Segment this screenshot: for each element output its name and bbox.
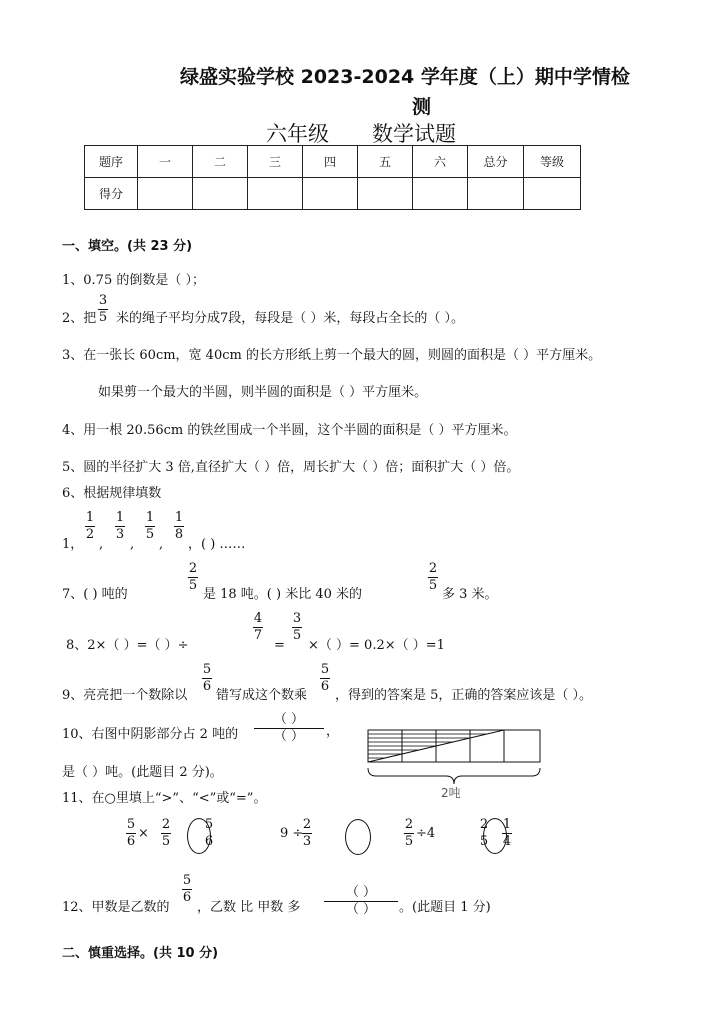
q6-fraction-3 <box>145 511 155 542</box>
score-input-cell[interactable] <box>413 178 468 210</box>
question-2-prefix: 2、把 <box>62 311 97 326</box>
q6-fraction-1 <box>85 511 95 542</box>
q11-item2-left: 9 ÷ <box>280 826 304 841</box>
question-12-answer-fraction <box>324 886 398 917</box>
q6-fraction-2 <box>115 511 125 542</box>
question-6-suffix: ，( ) …… <box>188 537 246 552</box>
fraction-denominator: 5 <box>145 527 155 542</box>
score-input-cell[interactable] <box>303 178 358 210</box>
score-cell: 四 <box>303 146 358 178</box>
q11-item3-frac <box>404 818 414 849</box>
score-table <box>84 145 581 210</box>
score-cell: 得分 <box>85 178 138 210</box>
question-7-part-b: 是 18 吨。( ) 米比 40 米的 <box>203 587 363 602</box>
fraction-numerator: （ ） <box>273 712 305 727</box>
score-table-score-row <box>85 178 581 210</box>
fraction-denominator: 5 <box>428 578 438 593</box>
question-5: 5、圆的半径扩大 3 倍,直径扩大（ ）倍，周长扩大（ ）倍；面积扩大（ ）倍。 <box>62 460 520 475</box>
fraction-numerator: 1 <box>174 510 184 525</box>
q11-item1-frac-a <box>126 818 136 849</box>
fraction-denominator: 7 <box>253 628 263 643</box>
fraction-numerator: 2 <box>161 817 171 832</box>
score-input-cell[interactable] <box>248 178 303 210</box>
score-cell: 三 <box>248 146 303 178</box>
fraction-numerator: 2 <box>302 817 312 832</box>
question-12-part-a: 12、甲数是乙数的 <box>62 900 170 915</box>
question-12-part-c: 。(此题目 1 分) <box>399 900 491 915</box>
fraction-numerator: 5 <box>182 873 192 888</box>
score-cell: 题序 <box>85 146 138 178</box>
question-8-fraction-1 <box>253 612 263 643</box>
question-10-answer-fraction <box>254 713 324 744</box>
fraction-numerator: 1 <box>115 510 125 525</box>
question-8-part-c: ×（ ）= 0.2×（ ）=1 <box>308 638 445 653</box>
score-input-cell[interactable] <box>358 178 413 210</box>
fraction-denominator: 5 <box>98 310 108 325</box>
q11-item3-op: ÷4 <box>416 826 436 841</box>
fraction-denominator: 3 <box>115 527 125 542</box>
figure-label: 2吨 <box>441 786 461 800</box>
question-2-text: 米的绳子平均分成7段，每段是（ ）米，每段占全长的（ ）。 <box>116 311 465 326</box>
score-cell: 五 <box>358 146 413 178</box>
comma: , <box>99 537 104 552</box>
fraction-numerator: 2 <box>428 561 438 576</box>
exam-title-line2: 测 <box>412 96 432 118</box>
fraction-denominator: 4 <box>502 834 512 849</box>
q11-item1-op: × <box>138 826 149 841</box>
question-12-fraction <box>182 874 192 905</box>
fraction-numerator: （ ） <box>345 885 377 900</box>
question-7-part-a: 7、( ) 吨的 <box>62 587 128 602</box>
q6-fraction-4 <box>174 511 184 542</box>
fraction-denominator: 2 <box>85 527 95 542</box>
fraction-numerator: 5 <box>204 817 214 832</box>
question-7-part-c: 多 3 米。 <box>442 587 498 602</box>
section2-heading: 二、慎重选择。(共 10 分) <box>62 946 219 961</box>
score-input-cell[interactable] <box>468 178 524 210</box>
score-cell: 等级 <box>524 146 581 178</box>
section1-heading: 一、填空。(共 23 分) <box>62 239 193 254</box>
question-7-fraction-2 <box>428 562 438 593</box>
fraction-numerator: 2 <box>404 817 414 832</box>
question-9-fraction-1 <box>202 663 212 694</box>
grade-label: 六年级 <box>266 122 329 146</box>
fraction-denominator: 5 <box>292 628 302 643</box>
score-input-cell[interactable] <box>138 178 193 210</box>
question-10-part-a: 10、右图中阴影部分占 2 吨的 <box>62 727 239 742</box>
question-10-comma: ， <box>326 724 340 739</box>
q11-item1-frac-c <box>204 818 214 849</box>
fraction-denominator: 6 <box>126 834 136 849</box>
score-input-cell[interactable] <box>524 178 581 210</box>
q11-item4-frac-c <box>502 818 512 849</box>
fraction-numerator: 5 <box>202 662 212 677</box>
fraction-denominator: 3 <box>302 834 312 849</box>
score-cell: 六 <box>413 146 468 178</box>
question-9-fraction-2 <box>320 663 330 694</box>
score-input-cell[interactable] <box>193 178 248 210</box>
fraction-numerator: 1 <box>85 510 95 525</box>
question-11-title: 11、在○里填上“>”、“<”或“=”。 <box>62 791 267 806</box>
fraction-denominator: 5 <box>161 834 171 849</box>
fraction-numerator: 4 <box>253 611 263 626</box>
fraction-denominator: 6 <box>202 679 212 694</box>
question-12-part-b: ，乙数 比 甲数 多 <box>197 900 301 915</box>
fraction-numerator: 2 <box>188 561 198 576</box>
score-cell: 一 <box>138 146 193 178</box>
fraction-denominator: 6 <box>320 679 330 694</box>
q11-item1-frac-b <box>161 818 171 849</box>
subject-label: 数学试题 <box>372 122 456 146</box>
score-cell: 总分 <box>468 146 524 178</box>
fraction-numerator: 1 <box>145 510 155 525</box>
question-1: 1、0.75 的倒数是（ ）； <box>62 273 205 288</box>
fraction-denominator: 5 <box>404 834 414 849</box>
fraction-denominator: （ ） <box>273 729 305 744</box>
fraction-denominator: （ ） <box>345 902 377 917</box>
question-9-part-c: ，得到的答案是 5，正确的答案应该是（ ）。 <box>335 688 593 703</box>
fraction-denominator: 6 <box>182 890 192 905</box>
compare-circle-2[interactable] <box>345 819 371 855</box>
brace <box>368 768 540 784</box>
fraction-numerator: 1 <box>502 817 512 832</box>
question-6-title: 6、根据规律填数 <box>62 486 162 501</box>
fraction-denominator: 8 <box>174 527 184 542</box>
score-table-header-row <box>85 146 581 178</box>
exam-title-line1: 绿盛实验学校 2023-2024 学年度（上）期中学情检 <box>180 66 630 88</box>
comma: , <box>130 537 135 552</box>
question-4: 4、用一根 20.56cm 的铁丝围成一个半圆，这个半圆的面积是（ ）平方厘米。 <box>62 423 517 438</box>
score-cell: 二 <box>193 146 248 178</box>
fraction-denominator: 6 <box>204 834 214 849</box>
comma: , <box>159 537 164 552</box>
question-8-equals: = <box>274 638 285 653</box>
fraction-denominator: 5 <box>479 834 489 849</box>
question-3-line1: 3、在一张长 60cm，宽 40cm 的长方形纸上剪一个最大的圆，则圆的面积是（ ）平方厘米。 <box>62 348 602 363</box>
question-8-fraction-2 <box>292 612 302 643</box>
question-8-part-a: 8、2×（ ）=（ ）÷ <box>66 638 189 653</box>
question-9-part-b: 错写成这个数乘 <box>216 688 308 703</box>
question-7-fraction-1 <box>188 562 198 593</box>
fraction-denominator: 5 <box>188 578 198 593</box>
question-10-part-b: 是（ ）吨。(此题目 2 分)。 <box>62 765 223 780</box>
fraction-numerator: 5 <box>320 662 330 677</box>
question-3-line2: 如果剪一个最大的半圆，则半圆的面积是（ ）平方厘米。 <box>98 385 428 400</box>
q11-item2-frac <box>302 818 312 849</box>
fraction-numerator: 5 <box>126 817 136 832</box>
question-9-part-a: 9、亮亮把一个数除以 <box>62 688 188 703</box>
fraction-numerator: 3 <box>292 611 302 626</box>
question-2-fraction <box>98 294 108 325</box>
fraction-numerator: 3 <box>98 293 108 308</box>
fraction-numerator: 2 <box>479 817 489 832</box>
question-6-prefix: 1， <box>62 537 84 552</box>
